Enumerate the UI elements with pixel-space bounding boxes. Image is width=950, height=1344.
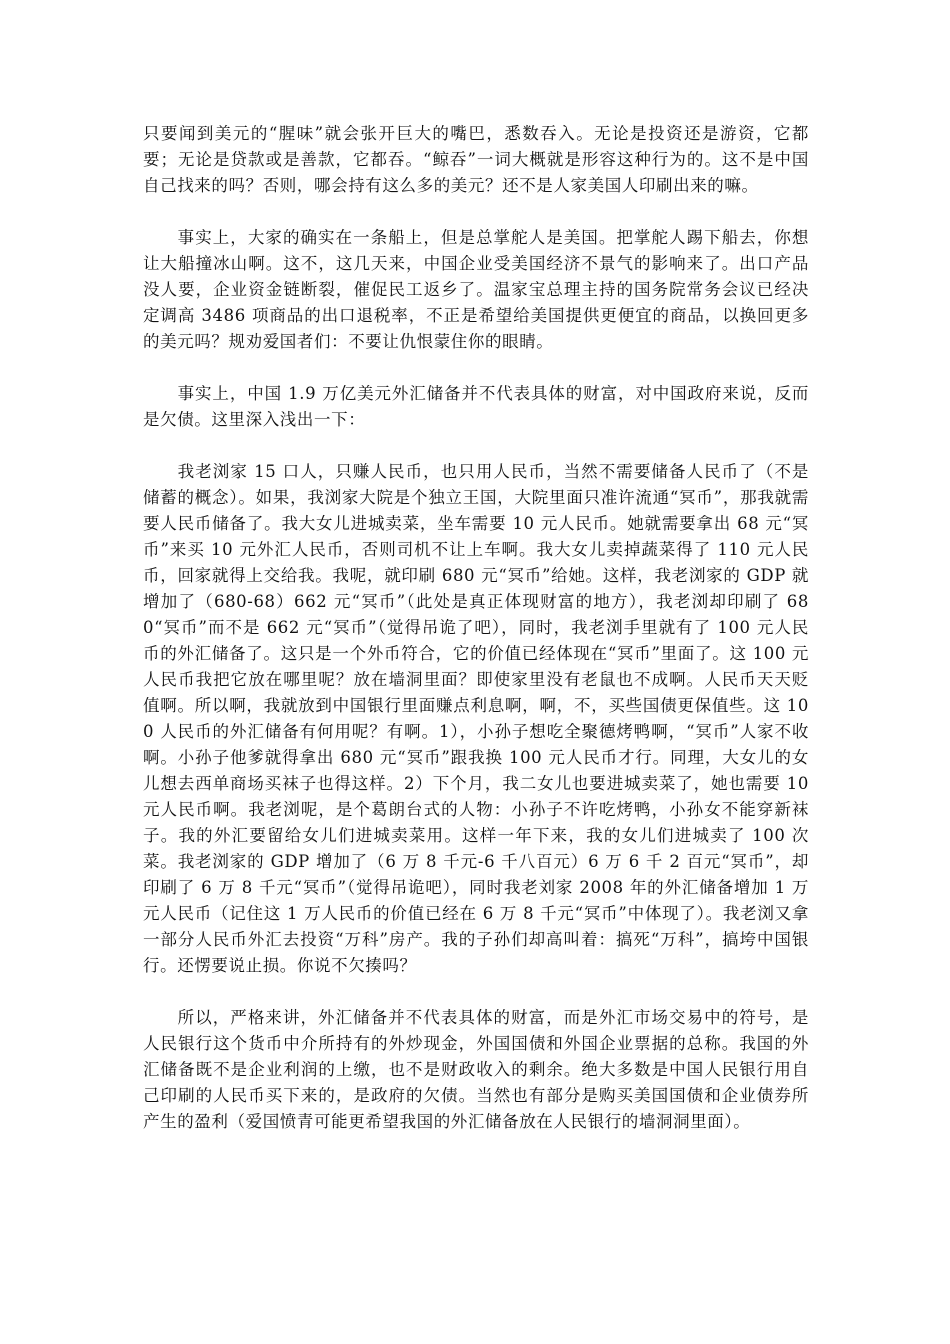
paragraph-4: 我老浏家 15 口人，只赚人民币，也只用人民币，当然不需要储备人民币了（不是储蓄的概念）。如果，我浏家大院是个独立王国，大院里面只准许流通“冥币”，那我就需要人民币储备了。我大女儿进城卖菜，坐车需要 10 元人民币。她就需要拿出 68 元“冥币”来买 10 元外汇人民币，否则司机不让上车啊。我大女儿卖掉蔬菜得了 110 元人民币，回家就得上交给我。我呢，就印刷 680 元“冥币”给她。这样，我老浏家的 GDP 就增加了（680-68）662 元“冥币”（此处是真正体现财富的地方），我老浏却印刷了 680“冥币”而不是 662 元“冥币”（觉得吊诡了吧），同时，我老浏手里就有了 100 元人民币的外汇储备了。这只是一个外币符合，它的价值已经体现在“冥币”里面了。这 100 元人民币我把它放在哪里呢？放在墙洞里面？即使家里没有老鼠也不成啊。人民币天天贬值啊。所以啊，我就放到中国银行里面赚点利息啊，啊，不，买些国债更保值些。这 100 人民币的外汇储备有何用呢？有啊。1），小孙子想吃全聚德烤鸭啊，“冥币”人家不收啊。小孙子他爹就得拿出 680 元“冥币”跟我换 100 元人民币才行。同理，大女儿的女儿想去西单商场买袜子也得这样。2）下个月，我二女儿也要进城卖菜了，她也需要 10 元人民币啊。我老浏呢，是个葛朗台式的人物：小孙子不许吃烤鸭，小孙女不能穿新袜子。我的外汇要留给女儿们进城卖菜用。这样一年下来，我的女儿们进城卖了 100 次菜。我老浏家的 GDP 增加了（6 万 8 千元-6 千八百元）6 万 6 千 2 百元“冥币”，却印刷了 6 万 8 千元“冥币”（觉得吊诡吧），同时我老刘家 2008 年的外汇储备增加 1 万元人民币（记住这 1 万人民币的价值已经在 6 万 8 千元“冥币”中体现了）。我老浏又拿一部分人民币外汇去投资“万科”房产。我的子孙们却高叫着：搞死“万科”，搞垮中国银行。还愣要说止损。你说不欠揍吗？ (143, 462, 809, 975)
document-body (143, 121, 809, 1161)
paragraph-5: 所以，严格来讲，外汇储备并不代表具体的财富，而是外汇市场交易中的符号，是人民银行这个货币中介所持有的外炒现金，外国国债和外国企业票据的总称。我国的外汇储备既不是企业利润的上缴，也不是财政收入的剩余。绝大多数是中国人民银行用自己印刷的人民币买下来的，是政府的欠债。当然也有部分是购买美国国债和企业债券所产生的盈利（爱国愤青可能更希望我国的外汇储备放在人民银行的墙洞洞里面）。 (143, 1008, 809, 1131)
paragraph-1: 只要闻到美元的“腥味”就会张开巨大的嘴巴，悉数吞入。无论是投资还是游资，它都要；无论是贷款或是善款，它都吞。“鲸吞”一词大概就是形容这种行为的。这不是中国自己找来的吗？否则，哪会持有这么多的美元？还不是人家美国人印刷出来的嘛。 (143, 124, 809, 195)
paragraph-3: 事实上，中国 1.9 万亿美元外汇储备并不代表具体的财富，对中国政府来说，反而是欠债。这里深入浅出一下： (143, 384, 809, 429)
paragraph-2: 事实上，大家的确实在一条船上，但是总掌舵人是美国。把掌舵人踢下船去，你想让大船撞冰山啊。这不，这几天来，中国企业受美国经济不景气的影响来了。出口产品没人要，企业资金链断裂，催促民工返乡了。温家宝总理主持的国务院常务会议已经决定调高 3486 项商品的出口退税率，不正是希望给美国提供更便宜的商品，以换回更多的美元吗？规劝爱国者们：不要让仇恨蒙住你的眼睛。 (143, 228, 809, 351)
